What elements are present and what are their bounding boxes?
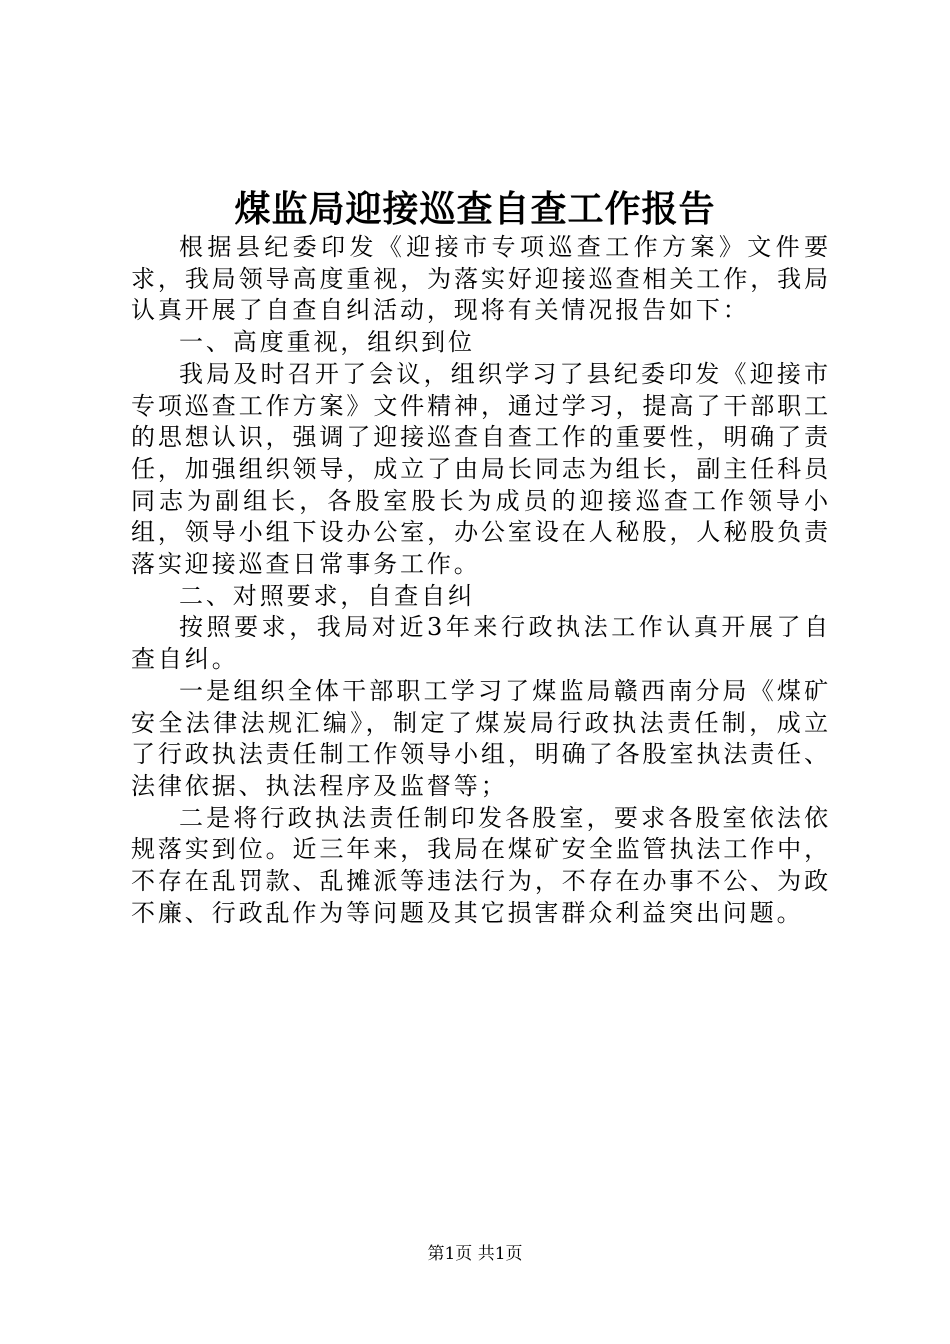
point-one-paragraph: 一是组织全体干部职工学习了煤监局赣西南分局《煤矿安全法律法规汇编》，制定了煤炭局行政执法责任制，成立了行政执法责任制工作领导小组，明确了各股室执法责任、法律依据、执法程序及监督等； [131, 676, 831, 800]
section-heading-2: 二、对照要求，自查自纠 [179, 581, 475, 610]
section-2-paragraph: 按照要求，我局对近3年来行政执法工作认真开展了自查自纠。 [131, 613, 831, 674]
section-1-paragraph: 我局及时召开了会议，组织学习了县纪委印发《迎接市专项巡查工作方案》文件精神，通过学习，提高了干部职工的思想认识，强调了迎接巡查自查工作的重要性，明确了责任，加强组织领导，成立了由局长同志为组长，副主任科员同志为副组长，各股室股长为成员的迎接巡查工作领导小组，领导小组下设办公室，办公室设在人秘股，人秘股负责落实迎接巡查日常事务工作。 [131, 359, 831, 579]
document-title: 煤监局迎接巡查自查工作报告 [234, 188, 716, 230]
intro-paragraph: 根据县纪委印发《迎接市专项巡查工作方案》文件要求，我局领导高度重视，为落实好迎接巡查相关工作，我局认真开展了自查自纠活动，现将有关情况报告如下： [131, 233, 831, 325]
page-number-footer: 第1页 共1页 [427, 1244, 523, 1264]
point-two-paragraph: 二是将行政执法责任制印发各股室，要求各股室依法依规落实到位。近三年来，我局在煤矿安全监管执法工作中，不存在乱罚款、乱摊派等违法行为，不存在办事不公、为政不廉、行政乱作为等问题及其它损害群众利益突出问题。 [131, 803, 831, 927]
document-body [131, 232, 831, 929]
section-heading-1: 一、高度重视，组织到位 [179, 328, 475, 357]
